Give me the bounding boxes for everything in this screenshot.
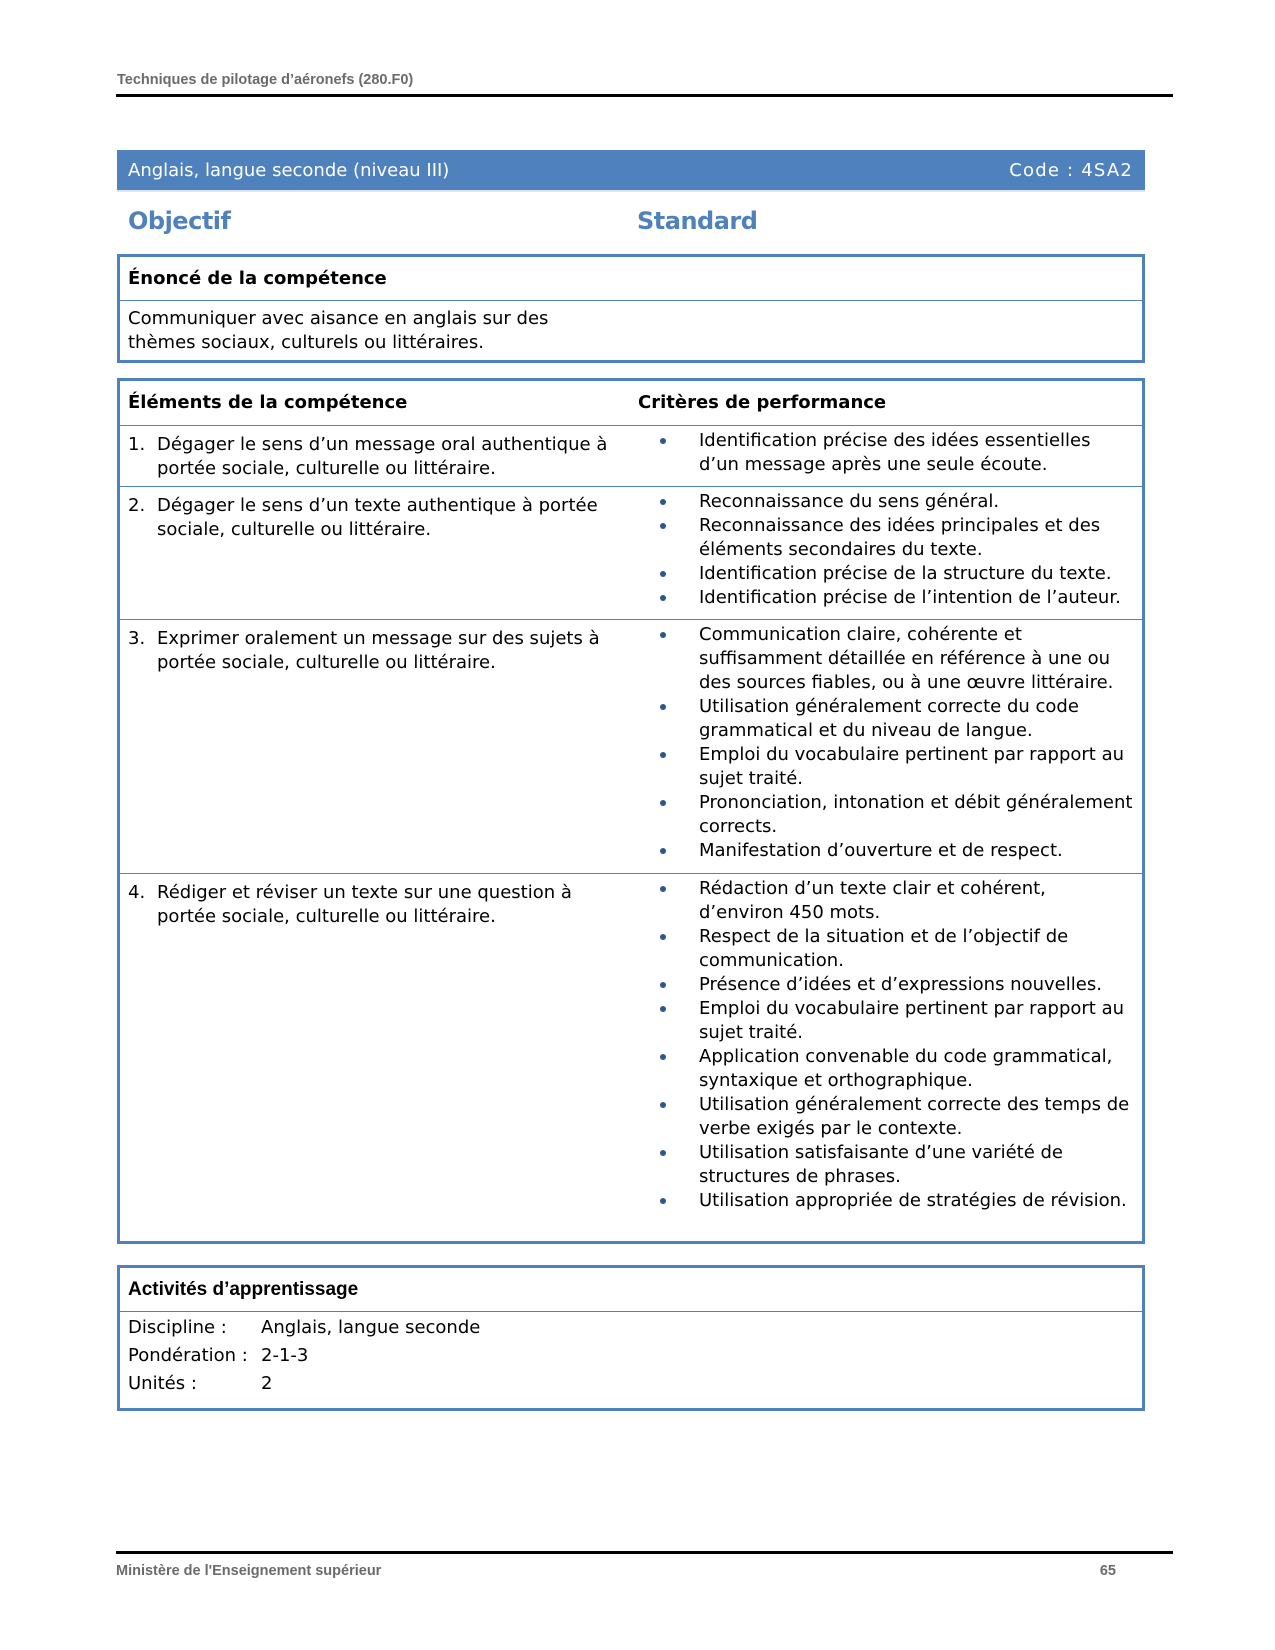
bullet-icon <box>630 1141 699 1189</box>
element-number: 4. <box>128 881 146 903</box>
element-text: Dégager le sens d’un texte authentique à portée sociale, culturelle ou littéraire. <box>157 494 598 540</box>
bullet-icon <box>630 925 699 973</box>
criterion-item <box>630 429 1142 477</box>
criterion-item <box>630 973 1142 997</box>
criteria-cell <box>630 425 1142 486</box>
criterion-item <box>630 791 1142 839</box>
criterion-text: Manifestation d’ouverture et de respect. <box>699 839 1063 861</box>
criterion-text: Reconnaissance des idées principales et des éléments secondaires du texte. <box>699 514 1101 560</box>
criterion-item <box>630 1045 1142 1093</box>
element-item <box>120 487 630 542</box>
bullet-icon <box>630 1093 699 1141</box>
element-text: Dégager le sens d’un message oral authentique à portée sociale, culturelle ou littéraire. <box>157 433 608 479</box>
enonce-line: Communiquer avec aisance en anglais sur des <box>128 308 549 329</box>
activite-label: Unités : <box>128 1373 197 1394</box>
bullet-icon <box>630 429 699 477</box>
bullet-icon <box>630 791 699 839</box>
criterion-item <box>630 997 1142 1045</box>
criterion-text: Utilisation satisfaisante d’une variété de structures de phrases. <box>699 1141 1063 1187</box>
elements-table <box>120 381 1142 1245</box>
criterion-text: Identification précise de l’intention de l’auteur. <box>699 586 1121 608</box>
criterion-text: Emploi du vocabulaire pertinent par rapport au sujet traité. <box>699 743 1125 789</box>
criterion-item <box>630 490 1142 514</box>
course-title-bar <box>117 150 1145 192</box>
criteria-cell <box>630 873 1142 1245</box>
enonce-line: thèmes sociaux, culturels ou littéraires. <box>128 332 484 353</box>
criterion-item <box>630 839 1142 863</box>
bullet-icon <box>630 562 699 586</box>
criterion-text: Identification précise des idées essentielles d’un message après une seule écoute. <box>699 429 1091 475</box>
element-number: 1. <box>128 433 146 455</box>
bullet-icon <box>630 1189 699 1213</box>
activite-value: 2 <box>261 1373 273 1394</box>
element-cell <box>120 486 630 619</box>
activite-label: Discipline : <box>128 1317 227 1338</box>
criterion-text: Reconnaissance du sens général. <box>699 490 1000 512</box>
enonce-heading: Énoncé de la compétence <box>120 257 1142 301</box>
criterion-item <box>630 586 1142 610</box>
footer-publisher: Ministère de l'Enseignement supérieur <box>116 1563 382 1579</box>
criterion-text: Emploi du vocabulaire pertinent par rapport au sujet traité. <box>699 997 1125 1043</box>
criterion-text: Utilisation généralement correcte du code grammatical et du niveau de langue. <box>699 695 1079 741</box>
element-number: 3. <box>128 627 146 649</box>
program-title: Techniques de pilotage d’aéronefs (280.F0) <box>117 72 414 88</box>
criteria-list <box>630 874 1142 1218</box>
criterion-text: Prononciation, intonation et débit généralement corrects. <box>699 791 1133 837</box>
activite-row <box>120 1370 1142 1398</box>
criterion-item <box>630 1141 1142 1189</box>
element-text: Exprimer oralement un message sur des sujets à portée sociale, culturelle ou littéraire. <box>157 627 600 673</box>
criterion-item <box>630 1189 1142 1213</box>
bullet-icon <box>630 695 699 743</box>
col-header-criteres: Critères de performance <box>630 381 1142 425</box>
element-cell <box>120 873 630 1245</box>
element-item <box>120 620 630 675</box>
bullet-icon <box>630 877 699 925</box>
element-text: Rédiger et réviser un texte sur une question à portée sociale, culturelle ou littéraire. <box>157 881 572 927</box>
heading-standard: Standard <box>637 207 758 235</box>
page-footer <box>116 1551 1173 1579</box>
bullet-icon <box>630 623 699 695</box>
activites-heading: Activités d’apprentissage <box>120 1268 1142 1312</box>
element-row <box>120 486 1142 619</box>
criteria-cell <box>630 486 1142 619</box>
element-item <box>120 426 630 481</box>
activite-row <box>120 1314 1142 1342</box>
enonce-text <box>120 301 1142 355</box>
criterion-item <box>630 514 1142 562</box>
footer-rule <box>116 1551 1173 1554</box>
header-rule <box>116 94 1173 97</box>
criteria-list <box>630 620 1142 868</box>
criteria-cell <box>630 619 1142 873</box>
bullet-icon <box>630 490 699 514</box>
activite-value: 2-1-3 <box>261 1345 309 1366</box>
heading-objectif: Objectif <box>128 207 231 235</box>
bullet-icon <box>630 586 699 610</box>
criterion-item <box>630 877 1142 925</box>
activites-details <box>120 1312 1142 1398</box>
criteria-list <box>630 487 1142 615</box>
element-item <box>120 874 630 929</box>
course-code: Code : 4SA2 <box>1009 159 1133 181</box>
element-row <box>120 619 1142 873</box>
criterion-text: Communication claire, cohérente et suffisamment détaillée en référence à une ou des sources fiables, ou à une œuvre littéraire. <box>699 623 1114 693</box>
criterion-text: Rédaction d’un texte clair et cohérent, d’environ 450 mots. <box>699 877 1046 923</box>
criterion-text: Présence d’idées et d’expressions nouvelles. <box>699 973 1102 995</box>
bullet-icon <box>630 1045 699 1093</box>
page-header <box>116 72 1173 97</box>
element-cell <box>120 425 630 486</box>
activites-box <box>117 1265 1145 1411</box>
criterion-item <box>630 695 1142 743</box>
criteria-list <box>630 426 1142 482</box>
criterion-text: Utilisation généralement correcte des temps de verbe exigés par le contexte. <box>699 1093 1130 1139</box>
criterion-text: Utilisation appropriée de stratégies de révision. <box>699 1189 1127 1211</box>
criterion-item <box>630 743 1142 791</box>
criterion-text: Identification précise de la structure du texte. <box>699 562 1112 584</box>
element-row <box>120 873 1142 1245</box>
activite-label: Pondération : <box>128 1345 248 1366</box>
criterion-item <box>630 1093 1142 1141</box>
activite-row <box>120 1342 1142 1370</box>
criterion-text: Application convenable du code grammatical, syntaxique et orthographique. <box>699 1045 1113 1091</box>
bullet-icon <box>630 839 699 863</box>
criterion-item <box>630 623 1142 695</box>
bullet-icon <box>630 973 699 997</box>
element-cell <box>120 619 630 873</box>
element-row <box>120 425 1142 486</box>
course-title: Anglais, langue seconde (niveau III) <box>128 159 450 181</box>
criterion-item <box>630 925 1142 973</box>
page-number: 65 <box>1099 1563 1116 1579</box>
bullet-icon <box>630 743 699 791</box>
criterion-item <box>630 562 1142 586</box>
col-header-elements: Éléments de la compétence <box>120 381 630 425</box>
enonce-box <box>117 254 1145 363</box>
activite-value: Anglais, langue seconde <box>261 1317 481 1338</box>
elements-table-box <box>117 378 1145 1244</box>
criterion-text: Respect de la situation et de l’objectif de communication. <box>699 925 1069 971</box>
bullet-icon <box>630 514 699 562</box>
section-headings <box>128 207 1138 243</box>
bullet-icon <box>630 997 699 1045</box>
element-number: 2. <box>128 494 146 516</box>
